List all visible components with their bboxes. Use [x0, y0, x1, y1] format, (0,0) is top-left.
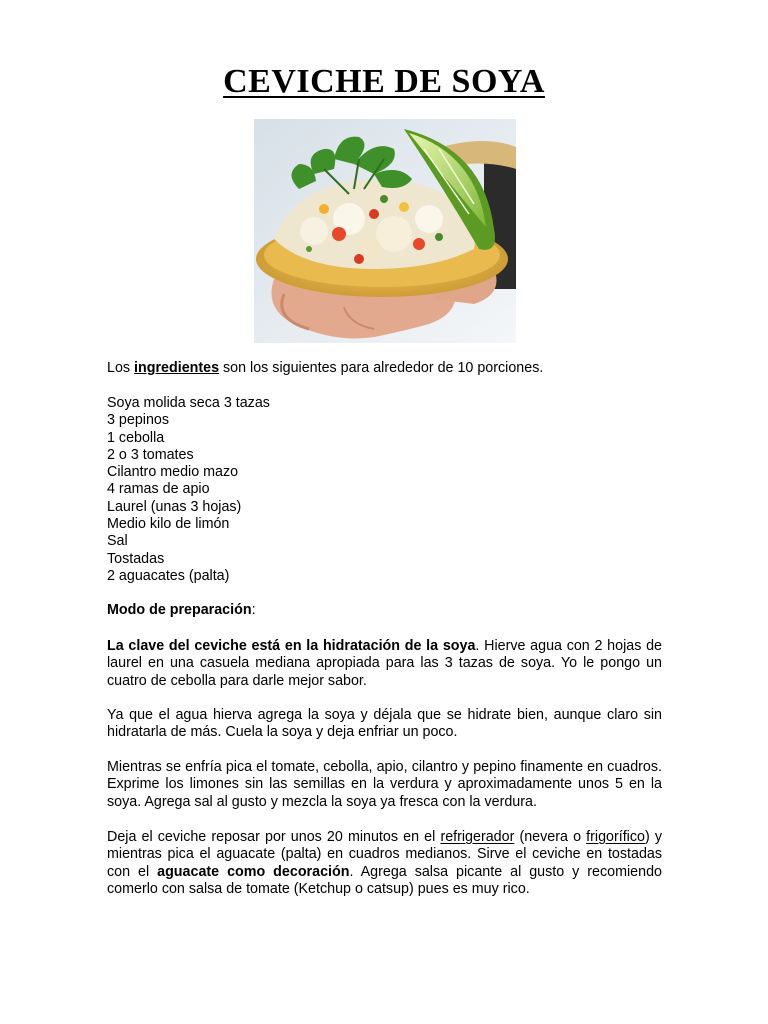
- intro-text-start: Los: [107, 360, 135, 376]
- method-p1-text: . Hierve agua con 2 hojas de laurel en una casuela mediana apropiada para las 3 tazas de soya. Yo le pongo un cuatro de cebolla para darle mejor sabor.: [107, 638, 662, 689]
- refrigerador-link[interactable]: refrigerador: [440, 829, 515, 845]
- method-heading: [107, 602, 662, 619]
- ingredient-item: Sal: [107, 533, 128, 550]
- method-paragraph-4: [107, 829, 662, 898]
- ingredient-item: Laurel (unas 3 hojas): [107, 498, 242, 515]
- ingredient-item: 3 pepinos: [107, 412, 170, 429]
- method-p4-text-d: . Agrega salsa picante al gusto y recomiendo comerlo con salsa de tomate (Ketchup o catsup) pues es muy rico.: [107, 863, 662, 897]
- intro-ingredients-word: ingredientes: [134, 360, 220, 376]
- method-p3-text: Mientras se enfría pica el tomate, cebolla, apio, cilantro y pepino finamente en cuadros. Exprime los limones sin las semillas en la verdura y aproximadamente unos 5 en la soya. Agrega sal al gusto y mezcla la soya ya fresca con la verdura.: [107, 759, 662, 810]
- ingredients-list: [107, 395, 662, 585]
- document-title-text: CEVICHE DE SOYA: [223, 63, 545, 100]
- ingredient-item: Medio kilo de limón: [107, 516, 230, 533]
- intro-text-end: son los siguientes para alrededor de 10 porciones.: [219, 360, 544, 376]
- method-p4-text-c: ) y mientras pica el aguacate (palta) en cuadros medianos. Sirve el ceviche en tostadas con el: [107, 829, 662, 880]
- method-p4-bold: aguacate como decoración: [157, 863, 350, 880]
- ingredient-item: 4 ramas de apio: [107, 481, 210, 498]
- ingredient-item: Cilantro medio mazo: [107, 464, 239, 481]
- method-paragraph-1: [107, 638, 662, 690]
- method-p2-text: Ya que el agua hierva agrega la soya y déjala que se hidrate bien, aunque claro sin hidratarla de más. Cuela la soya y deja enfriar un poco.: [107, 707, 662, 741]
- ingredient-item: Tostadas: [107, 550, 165, 567]
- method-heading-text: Modo de preparación: [107, 602, 252, 618]
- ceviche-photo: [254, 119, 516, 343]
- ingredient-item: 2 aguacates (palta): [107, 567, 230, 584]
- intro-paragraph: [107, 360, 662, 377]
- frigorifico-link[interactable]: frigorífico: [586, 829, 645, 845]
- method-p1-bold: La clave del ceviche está en la hidratación de la soya: [107, 638, 476, 654]
- method-p4-text-b: (nevera o: [514, 829, 587, 845]
- method-p4-text-a: Deja el ceviche reposar por unos 20 minutos en el: [107, 829, 441, 845]
- ingredient-item: Soya molida seca 3 tazas: [107, 395, 270, 411]
- method-paragraph-2: [107, 707, 662, 742]
- ceviche-tostada-photo-icon: [254, 119, 516, 343]
- method-paragraph-3: [107, 759, 662, 811]
- ingredient-item: 2 o 3 tomates: [107, 446, 194, 463]
- document-title: [0, 62, 768, 102]
- method-heading-colon: :: [251, 602, 256, 618]
- ingredient-item: 1 cebolla: [107, 429, 165, 446]
